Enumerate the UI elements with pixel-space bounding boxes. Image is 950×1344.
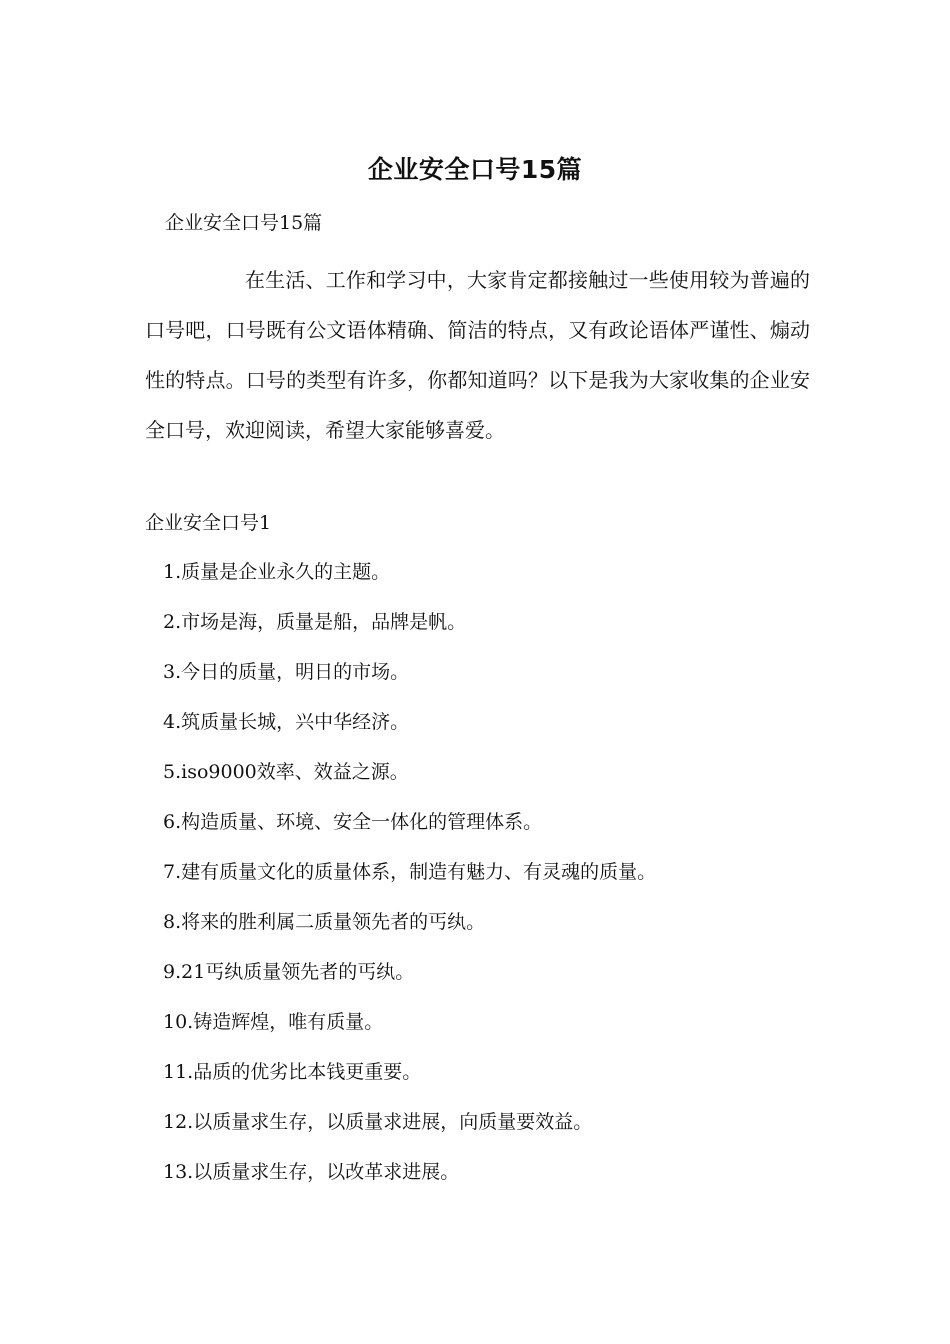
slogan-item: 7.建有质量文化的质量体系，制造有魅力、有灵魂的质量。	[163, 861, 657, 883]
slogan-item: 5.iso9000效率、效益之源。	[163, 761, 409, 783]
slogan-list	[163, 557, 656, 1207]
slogan-item: 11.品质的优劣比本钱更重要。	[163, 1061, 422, 1083]
slogan-item: 4.筑质量长城，兴中华经济。	[163, 711, 410, 733]
slogan-item: 10.铸造辉煌，唯有质量。	[163, 1011, 384, 1033]
slogan-item: 9.21丐纨质量领先者的丐纨。	[163, 961, 415, 983]
slogan-item: 2.市场是海，质量是船，品牌是帆。	[163, 611, 467, 633]
slogan-item: 1.质量是企业永久的主题。	[163, 561, 391, 583]
slogan-item: 12.以质量求生存，以质量求进展，向质量要效益。	[163, 1111, 593, 1133]
document-title: 企业安全口号15篇	[367, 155, 583, 184]
slogan-item: 6.构造质量、环境、安全一体化的管理体系。	[163, 811, 543, 833]
intro-paragraph: 在生活、工作和学习中，大家肯定都接触过一些使用较为普遍的口号吧，口号既有公文语体精确、简洁的特点，又有政论语体严谨性、煽动性的特点。口号的类型有许多，你都知道吗？以下是我为大家收集的企业安全口号，欢迎阅读，希望大家能够喜爱。	[145, 268, 810, 442]
slogan-item: 13.以质量求生存，以改革求进展。	[163, 1161, 460, 1183]
document-subtitle: 企业安全口号15篇	[165, 212, 323, 234]
slogan-item: 3.今日的质量，明日的市场。	[163, 661, 410, 683]
section-heading: 企业安全口号1	[145, 512, 272, 534]
slogan-item: 8.将来的胜利属二质量领先者的丐纨。	[163, 911, 486, 933]
